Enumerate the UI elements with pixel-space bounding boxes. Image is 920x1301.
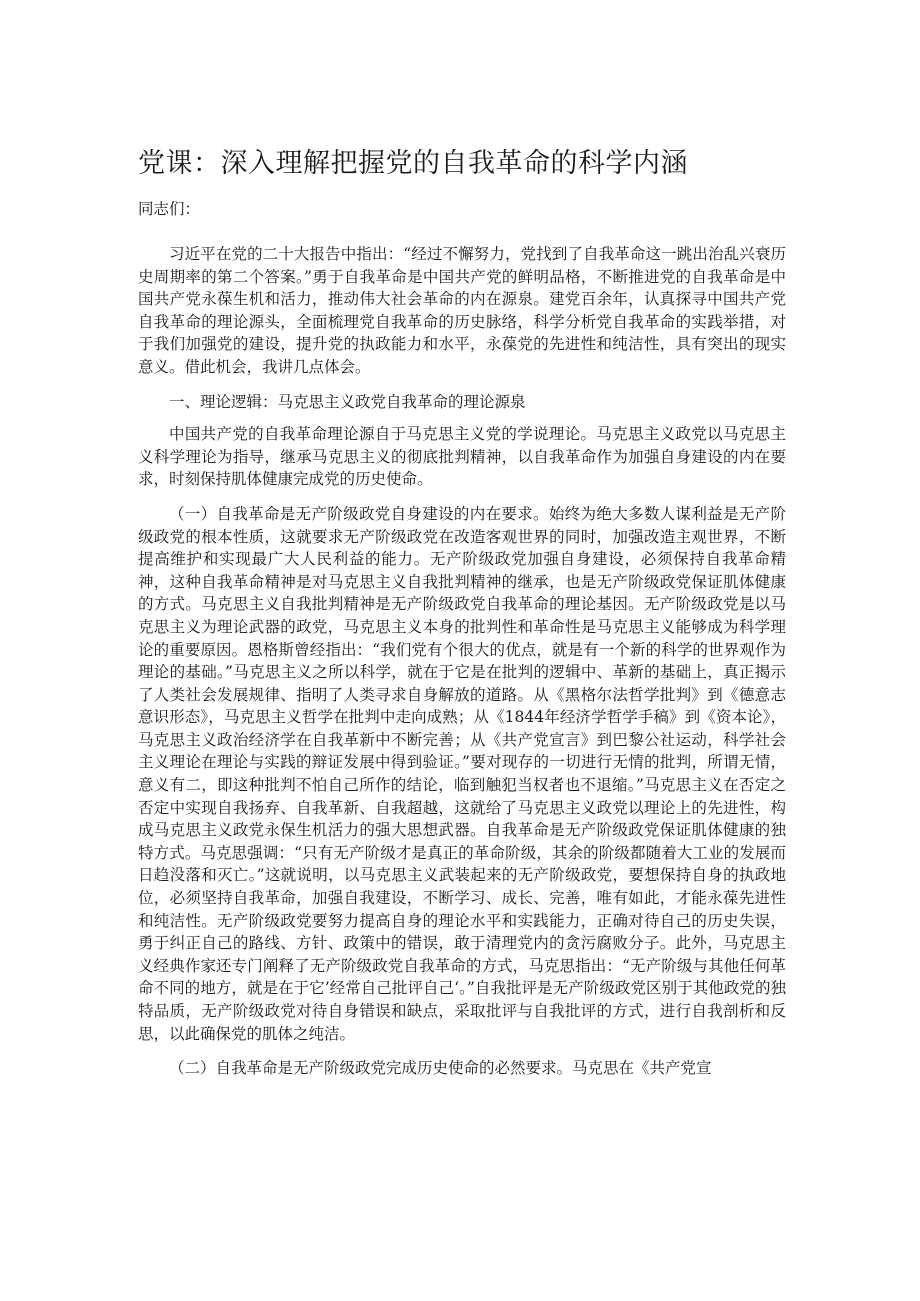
body-paragraph: 中国共产党的自我革命理论源自于马克思主义党的学说理论。马克思主义政党以马克思主义科学理论为指导，继承马克思主义的彻底批判精神，以自我革命作为加强自身建设的内在要求，时刻保持肌体健康完成党的历史使命。 [138,425,786,489]
body-paragraph: （一）自我革命是无产阶级政党自身建设的内在要求。始终为绝大多数人谋利益是无产阶级政党的根本性质，这就要求无产阶级政党在改造客观世界的同时，加强改造主观世界，不断提高维护和实现最广大人民利益的能力。无产阶级政党加强自身建设，必须保持自我革命精神，这种自我革命精神是对马克思主义自我批判精神的继承，也是无产阶级政党保证肌体健康的方式。马克思主义自我批判精神是无产阶级政党自我革命的理论基因。无产阶级政党是以马克思主义为理论武器的政党，马克思主义本身的批判性和革命性是马克思主义能够成为科学理论的重要原因。恩格斯曾经指出：“我们党有个很大的优点，就是有一个新的科学的世界观作为理论的基础。”马克思主义之所以科学，就在于它是在批判的逻辑中、革新的基础上，真正揭示了人类社会发展规律、指明了人类寻求自身解放的道路。从《黑格尔法哲学批判》到《德意志意识形态》，马克思主义哲学在批判中走向成熟；从《1844年经济学哲学手稿》到《资本论》，马克思主义政治经济学在自我革新中不断完善；从《共产党宣言》到巴黎公社运动，科学社会主义理论在理论与实践的辩证发展中得到验证。”要对现存的一切进行无情的批判，所谓无情，意义有二，即这种批判不怕自己所作的结论，临到触犯当权者也不退缩。”马克思主义在否定之否定中实现自我扬弃、自我革新、自我超越，这就给了马克思主义政党以理论上的先进性，构成马克思主义政党永保生机活力的强大思想武器。自我革命是无产阶级政党保证肌体健康的独特方式。马克思强调：“只有无产阶级才是真正的革命阶级，其余的阶级都随着大工业的发展而日趋没落和灭亡。”这就说明，以马克思主义武装起来的无产阶级政党，要想保持自身的执政地位，必须坚持自我革命，加强自我建设，不断学习、成长、完善，唯有如此，才能永葆先进性和纯洁性。无产阶级政党要努力提高自身的理论水平和实践能力，正确对待自己的历史失误，勇于纠正自己的路线、方针、政策中的错误，敢于清理党内的贪污腐败分子。此外，马克思主义经典作家还专门阐释了无产阶级政党自我革命的方式，马克思指出：“无产阶级与其他任何革命不同的地方，就是在于它’经常自己批评自己‘。”自我批评是无产阶级政党区别于其他政党的独特品质，无产阶级政党对待自身错误和缺点，采取批评与自我批评的方式，进行自我剖析和反思，以此确保党的肌体之纯洁。 [138,504,786,1043]
intro-paragraph: 习近平在党的二十大报告中指出：“经过不懈努力，党找到了自我革命这一跳出治乱兴衰历史周期率的第二个答案。”勇于自我革命是中国共产党的鲜明品格，不断推进党的自我革命是中国共产党永葆生机和活力，推动伟大社会革命的内在源泉。建党百余年，认真探寻中国共产党自我革命的理论源头，全面梳理党自我革命的历史脉络，科学分析党自我革命的实践举措，对于我们加强党的建设，提升党的执政能力和水平，永葆党的先进性和纯洁性，具有突出的现实意义。借此机会，我讲几点体会。 [138,245,786,376]
body-paragraph: （二）自我革命是无产阶级政党完成历史使命的必然要求。马克思在《共产党宣 [169,1059,712,1078]
document-title: 党课：深入理解把握党的自我革命的科学内涵 [138,148,688,179]
salutation: 同志们： [138,200,201,218]
section-heading-1: 一、理论逻辑：马克思主义政党自我革命的理论源泉 [169,392,526,411]
